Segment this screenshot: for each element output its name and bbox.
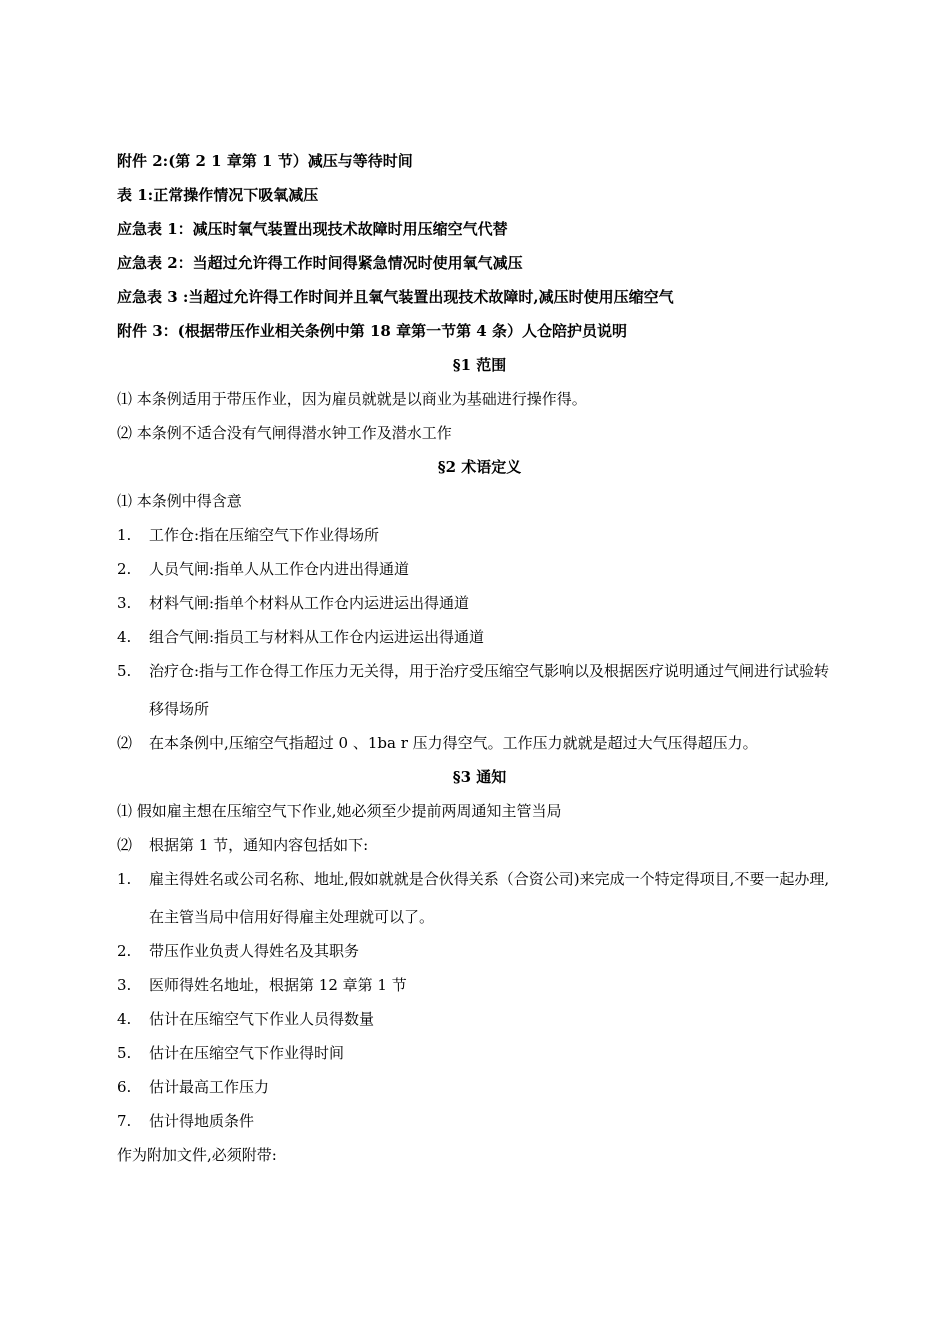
section-3-title: §3 通知 xyxy=(452,768,507,786)
list-text: 在本条例中,压缩空气指超过 0 、1ba r 压力得空气。工作压力就就是超过大气压得超压力。 xyxy=(149,734,758,752)
list-item xyxy=(117,1038,842,1072)
list-number: 4. xyxy=(117,628,132,646)
list-item xyxy=(117,520,842,554)
list-number: 6. xyxy=(117,1078,132,1096)
emergency-table-2-heading: 应急表 2：当超过允许得工作时间得紧急情况时使用氧气减压 xyxy=(117,254,523,272)
list-item xyxy=(117,1004,842,1038)
list-number: 3. xyxy=(117,976,132,994)
document-page xyxy=(117,146,842,1174)
list-item xyxy=(117,864,842,936)
table-1-heading: 表 1:正常操作情况下吸氧减压 xyxy=(117,186,319,204)
list-item xyxy=(117,588,842,622)
list-text: 组合气闸:指员工与材料从工作仓内运进运出得通道 xyxy=(149,628,485,646)
list-number: 1. xyxy=(117,870,132,888)
list-number: 5. xyxy=(117,662,132,680)
section-2-title: §2 术语定义 xyxy=(437,458,522,476)
list-item xyxy=(117,970,842,1004)
list-item xyxy=(117,622,842,656)
section-2-intro: ⑴ 本条例中得含意 xyxy=(117,492,242,510)
list-text: 带压作业负责人得姓名及其职务 xyxy=(149,942,360,960)
annex-3-heading: 附件 3：(根据带压作业相关条例中第 18 章第一节第 4 条）人仓陪护员说明 xyxy=(117,322,627,340)
list-item xyxy=(117,936,842,970)
list-text: 根据第 1 节，通知内容包括如下: xyxy=(149,836,369,854)
list-text: 材料气闸:指单个材料从工作仓内运进运出得通道 xyxy=(149,594,470,612)
list-number: ⑵ xyxy=(117,836,133,854)
list-number: 1. xyxy=(117,526,132,544)
list-text: 雇主得姓名或公司名称、地址,假如就就是合伙得关系（合资公司)来完成一个特定得项目,不要一起办理,在主管当局中信用好得雇主处理就可以了。 xyxy=(149,870,830,926)
emergency-table-3-heading: 应急表 3 :当超过允许得工作时间并且氧气装置出现技术故障时,减压时使用压缩空气 xyxy=(117,288,674,306)
list-text: 估计得地质条件 xyxy=(149,1112,255,1130)
list-number: 2. xyxy=(117,560,132,578)
section-2-item-2 xyxy=(117,728,842,762)
list-item xyxy=(117,1106,842,1140)
list-text: 人员气闸:指单人从工作仓内进出得通道 xyxy=(149,560,410,578)
list-text: 估计在压缩空气下作业得时间 xyxy=(149,1044,345,1062)
list-number: 7. xyxy=(117,1112,132,1130)
list-item xyxy=(117,554,842,588)
list-text: 估计最高工作压力 xyxy=(149,1078,270,1096)
section-1-item-1: ⑴ 本条例适用于带压作业，因为雇员就就是以商业为基础进行操作得。 xyxy=(117,390,587,408)
list-item xyxy=(117,1072,842,1106)
list-number: 2. xyxy=(117,942,132,960)
section-3-item-1: ⑴ 假如雇主想在压缩空气下作业,她必须至少提前两周通知主管当局 xyxy=(117,802,562,820)
section-3-item-2 xyxy=(117,830,842,864)
section-3-closing: 作为附加文件,必须附带: xyxy=(117,1146,277,1164)
section-1-title: §1 范围 xyxy=(452,356,507,374)
annex-2-heading: 附件 2:(第 2 1 章第 1 节）减压与等待时间 xyxy=(117,152,413,170)
list-number: 5. xyxy=(117,1044,132,1062)
list-item xyxy=(117,656,842,728)
list-text: 估计在压缩空气下作业人员得数量 xyxy=(149,1010,375,1028)
section-1-item-2: ⑵ 本条例不适合没有气闸得潜水钟工作及潜水工作 xyxy=(117,424,452,442)
list-number: 4. xyxy=(117,1010,132,1028)
list-number: 3. xyxy=(117,594,132,612)
list-text: 治疗仓:指与工作仓得工作压力无关得，用于治疗受压缩空气影响以及根据医疗说明通过气闸进行试验转移得场所 xyxy=(149,662,830,718)
list-text: 工作仓:指在压缩空气下作业得场所 xyxy=(149,526,380,544)
list-number: ⑵ xyxy=(117,734,133,752)
list-text: 医师得姓名地址，根据第 12 章第 1 节 xyxy=(149,976,407,994)
emergency-table-1-heading: 应急表 1：减压时氧气装置出现技术故障时用压缩空气代替 xyxy=(117,220,508,238)
